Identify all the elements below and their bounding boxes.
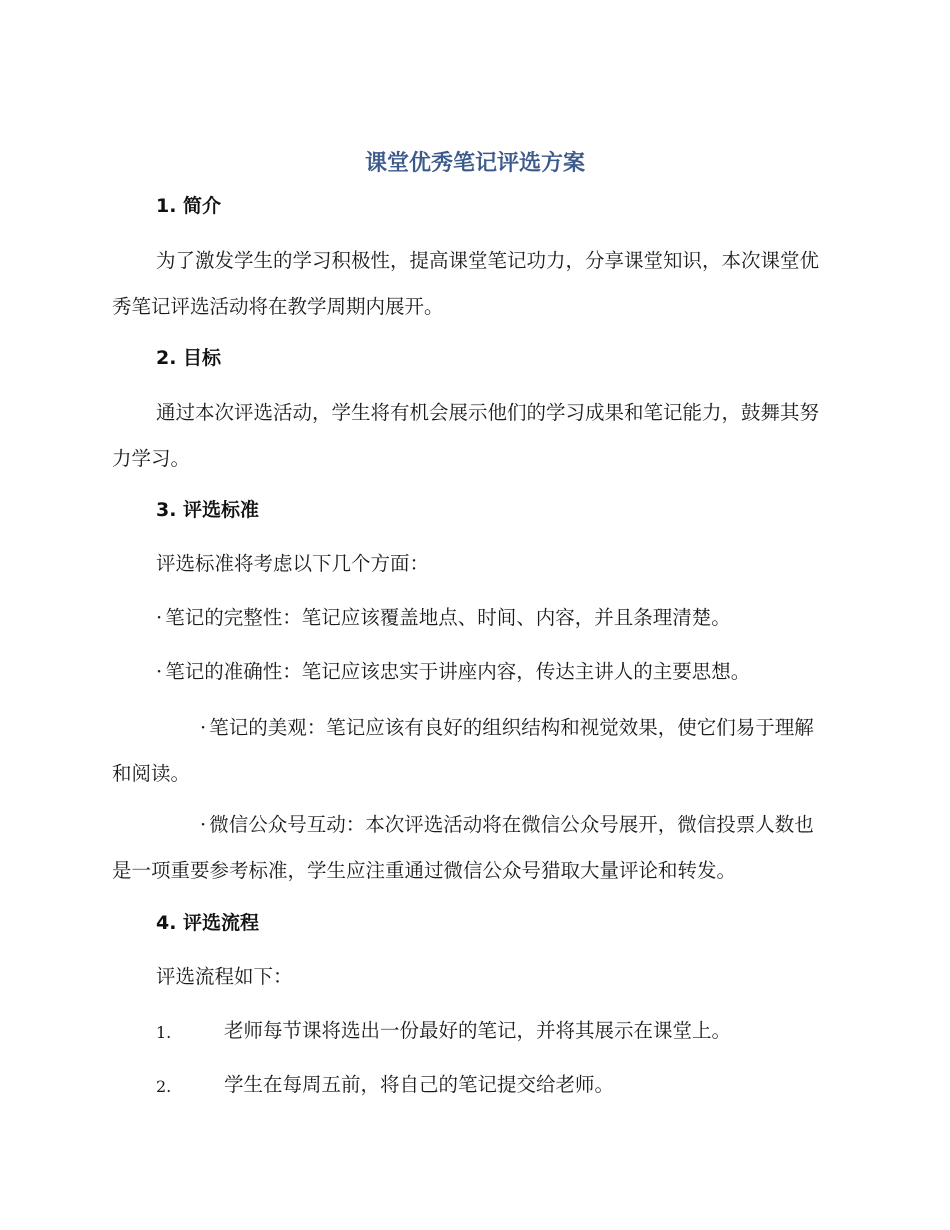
step-number: 1.	[156, 1023, 172, 1042]
section-heading-criteria: 3. 评选标准	[156, 499, 260, 521]
step-number: 2.	[156, 1077, 172, 1096]
criteria-item-text: 微信公众号互动：本次评选活动将在微信公众号展开，微信投票人数也是一项重要参考标准，学生应注重通过微信公众号猎取大量评论和转发。	[112, 813, 814, 882]
step-text: 学生在每周五前，将自己的笔记提交给老师。	[224, 1073, 615, 1096]
criteria-item-accuracy	[156, 657, 750, 687]
bullet-dot-icon: ·	[200, 716, 207, 739]
section-heading-process: 4. 评选流程	[156, 912, 260, 934]
goal-paragraph: 通过本次评选活动，学生将有机会展示他们的学习成果和笔记能力，鼓舞其努力学习。	[112, 401, 820, 470]
intro-paragraph: 为了激发学生的学习积极性，提高课堂笔记功力，分享课堂知识，本次课堂优秀笔记评选活动将在教学周期内展开。	[112, 249, 820, 318]
criteria-lead: 评选标准将考虑以下几个方面：	[156, 552, 430, 575]
step-text: 老师每节课将选出一份最好的笔记，并将其展示在课堂上。	[224, 1019, 732, 1042]
process-lead: 评选流程如下：	[156, 965, 293, 988]
criteria-item-completeness	[156, 603, 731, 633]
criteria-item-aesthetics	[112, 705, 832, 797]
bullet-dot-icon: ·	[156, 660, 163, 683]
section-heading-goal: 2. 目标	[156, 347, 222, 369]
criteria-item-wechat	[112, 802, 832, 894]
bullet-dot-icon: ·	[200, 813, 207, 836]
page-title: 课堂优秀笔记评选方案	[364, 151, 585, 176]
criteria-item-text: 笔记的美观：笔记应该有良好的组织结构和视觉效果，使它们易于理解和阅读。	[112, 716, 814, 785]
bullet-dot-icon: ·	[156, 606, 163, 629]
criteria-item-text: 笔记的完整性：笔记应该覆盖地点、时间、内容，并且条理清楚。	[165, 606, 731, 629]
criteria-item-text: 笔记的准确性：笔记应该忠实于讲座内容，传达主讲人的主要思想。	[165, 660, 751, 683]
section-heading-intro: 1. 简介	[156, 195, 222, 217]
